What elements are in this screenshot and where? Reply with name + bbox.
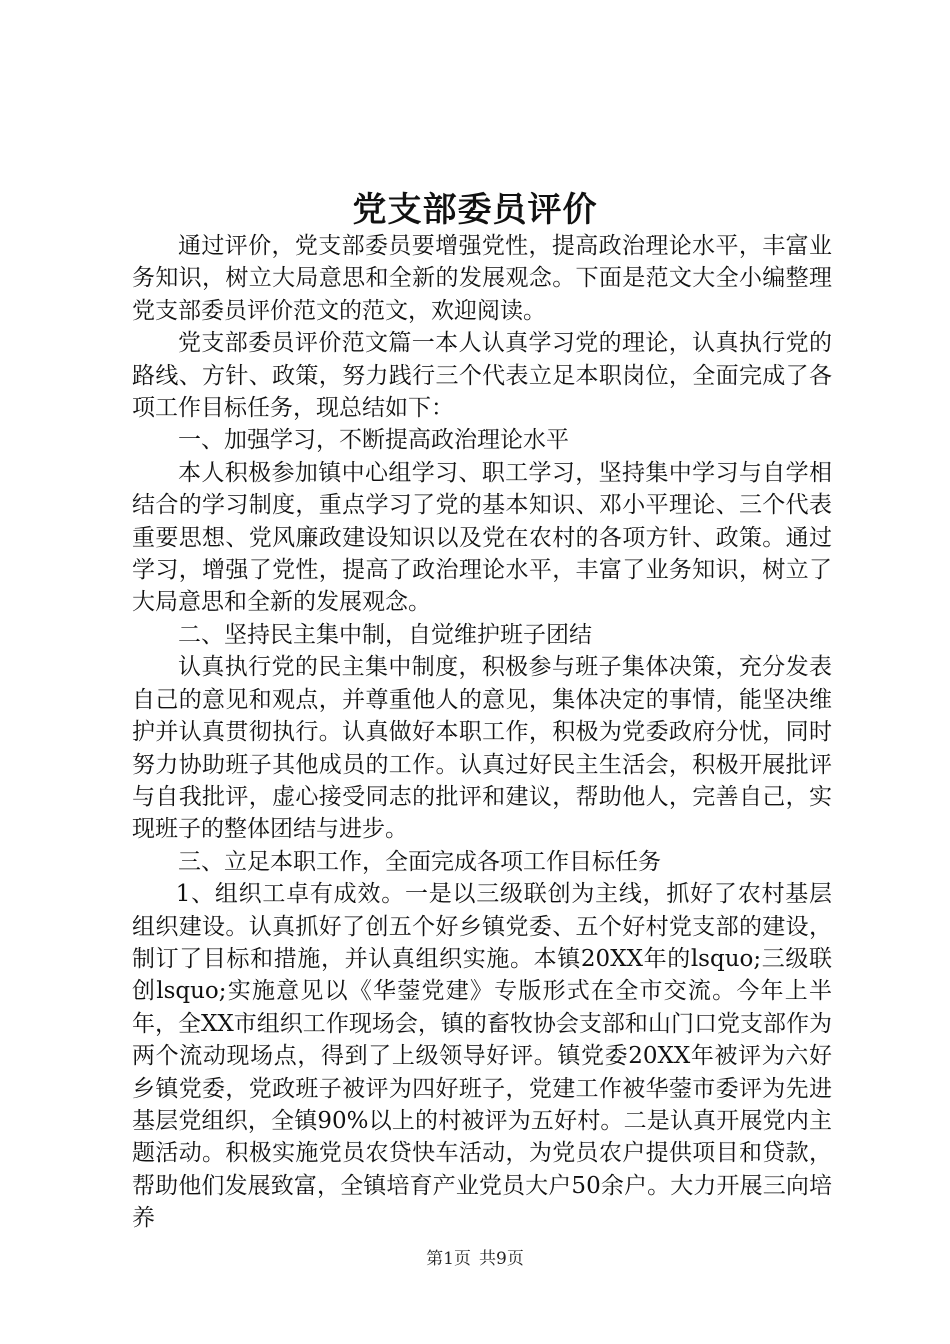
page-footer: [0, 1247, 950, 1271]
paragraph-organization-work: 1、组织工卓有成效。一是以三级联创为主线，抓好了农村基层组织建设。认真抓好了创五个好乡镇党委、五个好村党支部的建设，制订了目标和措施，并认真组织实施。本镇20XX年的lsquo;三级联创lsquo;实施意见以《华蓥党建》专版形式在全市交流。今年上半年，全XX市组织工作现场会，镇的畜牧协会支部和山门口党支部作为两个流动现场点，得到了上级领导好评。镇党委20XX年被评为六好乡镇党委，党政班子被评为四好班子，党建工作被华蓥市委评为先进基层党组织，全镇90%以上的村被评为五好村。二是认真开展党内主题活动。积极实施党员农贷快车活动，为党员农户提供项目和贷款，帮助他们发展致富，全镇培育产业党员大户50余户。大力开展三向培养: [132, 881, 832, 1232]
section-heading-study: 一、加强学习，不断提高政治理论水平: [178, 427, 569, 454]
page-total: 共9页: [479, 1249, 524, 1269]
paragraph-intro: 通过评价，党支部委员要增强党性，提高政治理论水平，丰富业务知识，树立大局意思和全新的发展观念。下面是范文大全小编整理党支部委员评价范文的范文，欢迎阅读。: [132, 233, 832, 324]
paragraph-sample-one: 党支部委员评价范文篇一本人认真学习党的理论，认真执行党的路线、方针、政策，努力践行三个代表立足本职岗位，全面完成了各项工作目标任务，现总结如下：: [132, 330, 832, 422]
document-body: [132, 230, 832, 1235]
page-number: 第1页: [426, 1249, 471, 1269]
section-heading-democracy: 二、坚持民主集中制，自觉维护班子团结: [178, 621, 592, 648]
section-heading-duties: 三、立足本职工作，全面完成各项工作目标任务: [178, 848, 661, 875]
document-title: 党支部委员评价: [352, 190, 598, 230]
paragraph-study: 本人积极参加镇中心组学习、职工学习，坚持集中学习与自学相结合的学习制度，重点学习了党的基本知识、邓小平理论、三个代表重要思想、党风廉政建设知识以及党在农村的各项方针、政策。通过学习，增强了党性，提高了政治理论水平，丰富了业务知识，树立了大局意思和全新的发展观念。: [132, 459, 832, 616]
paragraph-democracy: 认真执行党的民主集中制度，积极参与班子集体决策，充分发表自己的意见和观点，并尊重他人的意见，集体决定的事情，能坚决维护并认真贯彻执行。认真做好本职工作，积极为党委政府分忧，同时努力协助班子其他成员的工作。认真过好民主生活会，积极开展批评与自我批评，虚心接受同志的批评和建议，帮助他人，完善自己，实现班子的整体团结与进步。: [132, 654, 832, 843]
